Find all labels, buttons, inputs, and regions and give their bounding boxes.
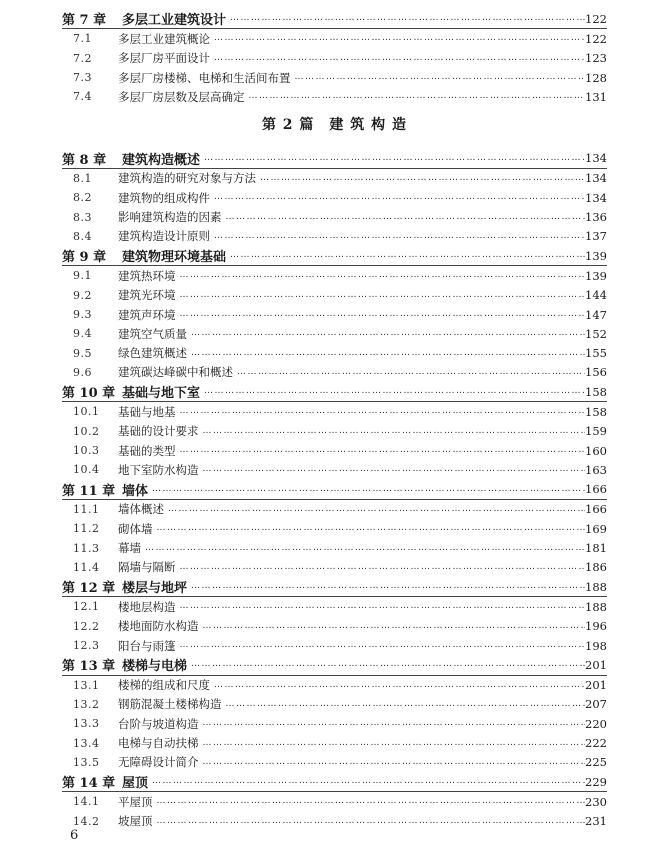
- dot-leader: [199, 739, 586, 748]
- toc-section-entry[interactable]: [62, 305, 607, 324]
- dot-leader: [210, 681, 585, 690]
- section-title: 多层厂房楼梯、电梯和生活间布置: [118, 70, 291, 85]
- chapter-number: 第 9 章: [62, 250, 107, 266]
- chapter-number: 第 7 章: [62, 13, 107, 29]
- section-number: 7.2: [73, 51, 92, 65]
- dot-leader: [245, 92, 586, 101]
- toc-section-entry[interactable]: [62, 29, 607, 48]
- section-title: 平屋顶: [118, 794, 153, 809]
- dot-leader: [176, 271, 586, 280]
- toc-section-entry[interactable]: [62, 695, 607, 714]
- dot-leader: [153, 797, 586, 806]
- dot-leader: [199, 758, 586, 767]
- section-number: 13.5: [73, 755, 100, 769]
- page-reference: 136: [585, 210, 607, 225]
- section-number: 13.4: [73, 736, 100, 750]
- toc-section-entry[interactable]: [62, 207, 607, 226]
- page-reference: 188: [585, 579, 607, 594]
- chapter-number: 第 10 章: [62, 386, 116, 402]
- toc-section-entry[interactable]: [62, 676, 607, 695]
- section-title: 坡屋顶: [118, 814, 153, 829]
- chapter-number: 第 11 章: [62, 483, 116, 499]
- page-reference: 163: [585, 462, 607, 477]
- page-reference: 220: [585, 716, 607, 731]
- dot-leader: [187, 582, 585, 591]
- chapter-number: 第 12 章: [62, 581, 116, 597]
- toc-section-entry[interactable]: [62, 617, 607, 636]
- section-title: 建筑光环境: [118, 288, 176, 303]
- page-reference: 222: [585, 736, 607, 751]
- section-title: 绿色建筑概述: [118, 346, 187, 361]
- toc-section-entry[interactable]: [62, 460, 607, 479]
- section-title: 建筑碳达峰碳中和概述: [118, 365, 233, 380]
- chapter-title: 多层工业建筑设计: [122, 13, 227, 29]
- page-reference: 122: [585, 31, 607, 46]
- toc-chapter-entry[interactable]: [62, 382, 607, 402]
- section-number: 8.1: [73, 171, 92, 185]
- section-number: 13.2: [73, 697, 100, 711]
- page-reference: 123: [585, 51, 607, 66]
- toc-section-entry[interactable]: [62, 227, 607, 246]
- section-number: 11.3: [73, 541, 100, 555]
- page-reference: 229: [585, 774, 607, 789]
- section-number: 8.2: [73, 191, 92, 205]
- chapter-number: 第 13 章: [62, 659, 116, 675]
- dot-leader: [153, 524, 586, 533]
- section-number: 9.1: [73, 269, 92, 283]
- section-title: 建筑空气质量: [118, 326, 187, 341]
- dot-leader: [210, 54, 585, 63]
- dot-leader: [176, 602, 586, 611]
- section-title: 电梯与自动扶梯: [118, 736, 199, 751]
- chapter-number: 第 8 章: [62, 152, 107, 168]
- section-title: 台阶与坡道构造: [118, 716, 199, 731]
- section-title: 地下室防水构造: [118, 462, 199, 477]
- page-reference: 231: [585, 814, 607, 829]
- dot-leader: [291, 73, 586, 82]
- section-title: 建筑构造的研究对象与方法: [118, 171, 256, 186]
- dot-leader: [176, 446, 586, 455]
- dot-leader: [153, 817, 586, 826]
- section-title: 楼梯的组成和尺度: [118, 678, 210, 693]
- section-number: 11.1: [73, 502, 100, 516]
- toc-chapter-entry[interactable]: [62, 246, 607, 266]
- section-title: 阳台与雨篷: [118, 638, 176, 653]
- section-number: 10.1: [73, 405, 100, 419]
- dot-leader: [222, 213, 586, 222]
- section-title: 建筑物的组成构件: [118, 190, 210, 205]
- section-title: 多层厂房层数及层高确定: [118, 89, 245, 104]
- dot-leader: [200, 154, 585, 163]
- section-number: 9.2: [73, 288, 92, 302]
- page-reference: 201: [585, 657, 607, 672]
- toc-section-entry[interactable]: [62, 500, 607, 519]
- toc-section-entry[interactable]: [62, 558, 607, 577]
- section-title: 多层厂房平面设计: [118, 51, 210, 66]
- dot-leader: [200, 387, 585, 396]
- page-reference: 128: [585, 70, 607, 85]
- dot-leader: [210, 232, 585, 241]
- section-number: 10.2: [73, 424, 100, 438]
- section-number: 7.3: [73, 71, 92, 85]
- page-reference: 225: [585, 755, 607, 770]
- section-title: 隔墙与隔断: [118, 560, 176, 575]
- dot-leader: [210, 34, 585, 43]
- page-reference: 122: [585, 11, 607, 26]
- toc-chapter-entry[interactable]: [62, 480, 607, 500]
- section-title: 幕墙: [118, 541, 141, 556]
- section-title: 基础的设计要求: [118, 424, 199, 439]
- section-number: 14.2: [73, 814, 100, 828]
- dot-leader: [187, 329, 585, 338]
- chapter-title: 建筑物理环境基础: [122, 250, 227, 266]
- section-number: 11.4: [73, 560, 100, 574]
- dot-leader: [176, 407, 586, 416]
- table-of-contents: [62, 9, 607, 831]
- toc-chapter-entry[interactable]: [62, 772, 607, 792]
- toc-section-entry[interactable]: [62, 87, 607, 106]
- page-reference: 152: [585, 326, 607, 341]
- dot-leader: [233, 368, 585, 377]
- chapter-title: 基础与地下室: [122, 386, 201, 402]
- section-title: 基础的类型: [118, 443, 176, 458]
- section-title: 建筑构造设计原则: [118, 229, 210, 244]
- toc-section-entry[interactable]: [62, 363, 607, 382]
- section-title: 楼地面防水构造: [118, 619, 199, 634]
- page-reference: 144: [585, 288, 607, 303]
- page-reference: 139: [585, 248, 607, 263]
- toc-section-entry[interactable]: [62, 519, 607, 538]
- dot-leader: [199, 622, 586, 631]
- section-title: 基础与地基: [118, 404, 176, 419]
- section-title: 多层工业建筑概论: [118, 31, 210, 46]
- page-reference: 155: [585, 346, 607, 361]
- section-number: 12.2: [73, 619, 100, 633]
- dot-leader: [176, 310, 586, 319]
- page-reference: 158: [585, 384, 607, 399]
- toc-section-entry[interactable]: [62, 324, 607, 343]
- page-number: 6: [70, 828, 79, 843]
- toc-chapter-entry[interactable]: [62, 148, 607, 168]
- section-number: 7.4: [73, 90, 92, 104]
- toc-section-entry[interactable]: [62, 812, 607, 831]
- page-reference: 188: [585, 599, 607, 614]
- section-title: 砌体墙: [118, 521, 153, 536]
- section-number: 10.3: [73, 444, 100, 458]
- page-reference: 166: [585, 482, 607, 497]
- section-number: 8.3: [73, 210, 92, 224]
- section-number: 13.3: [73, 717, 100, 731]
- section-title: 建筑声环境: [118, 307, 176, 322]
- toc-section-entry[interactable]: [62, 636, 607, 655]
- dot-leader: [226, 14, 585, 23]
- section-number: 12.3: [73, 639, 100, 653]
- section-title: 墙体概述: [118, 502, 164, 517]
- chapter-number: 第 14 章: [62, 776, 116, 792]
- page-reference: 230: [585, 794, 607, 809]
- section-title: 影响建筑构造的因素: [118, 210, 222, 225]
- dot-leader: [148, 777, 585, 786]
- toc-section-entry[interactable]: [62, 733, 607, 752]
- section-title: 建筑热环境: [118, 268, 176, 283]
- chapter-title: 墙体: [122, 483, 149, 499]
- section-number: 7.1: [73, 32, 92, 46]
- dot-leader: [226, 251, 585, 260]
- dot-leader: [256, 174, 585, 183]
- page-reference: 139: [585, 268, 607, 283]
- toc-section-entry[interactable]: [62, 266, 607, 285]
- page-reference: 159: [585, 424, 607, 439]
- toc-section-entry[interactable]: [62, 188, 607, 207]
- toc-section-entry[interactable]: [62, 441, 607, 460]
- dot-leader: [176, 291, 586, 300]
- page-reference: 166: [585, 502, 607, 517]
- page-reference: 160: [585, 443, 607, 458]
- page-reference: 186: [585, 560, 607, 575]
- toc-section-entry[interactable]: [62, 343, 607, 362]
- toc-section-entry[interactable]: [62, 402, 607, 421]
- page-reference: 134: [585, 171, 607, 186]
- toc-section-entry[interactable]: [62, 286, 607, 305]
- toc-chapter-entry[interactable]: [62, 9, 607, 29]
- page-reference: 207: [585, 697, 607, 712]
- section-number: 9.5: [73, 346, 92, 360]
- dot-leader: [176, 563, 586, 572]
- dot-leader: [210, 193, 585, 202]
- chapter-title: 楼梯与电梯: [122, 659, 188, 675]
- page-reference: 134: [585, 190, 607, 205]
- toc-section-entry[interactable]: [62, 792, 607, 811]
- page-reference: 201: [585, 678, 607, 693]
- section-number: 13.1: [73, 678, 100, 692]
- chapter-title: 建筑构造概述: [122, 152, 201, 168]
- section-number: 10.4: [73, 463, 100, 477]
- section-number: 9.3: [73, 308, 92, 321]
- page-reference: 137: [585, 229, 607, 244]
- section-title: 钢筋混凝土楼梯构造: [118, 697, 222, 712]
- toc-section-entry[interactable]: [62, 68, 607, 87]
- section-number: 9.4: [73, 327, 92, 341]
- dot-leader: [199, 427, 586, 436]
- section-number: 9.6: [73, 365, 92, 379]
- page-reference: 169: [585, 521, 607, 536]
- section-number: 11.2: [73, 522, 100, 536]
- page-reference: 131: [585, 89, 607, 104]
- toc-section-entry[interactable]: [62, 538, 607, 557]
- page-reference: 181: [585, 541, 607, 556]
- section-number: 8.4: [73, 229, 92, 243]
- page-reference: 196: [585, 619, 607, 634]
- page-reference: 147: [585, 307, 607, 322]
- section-number: 14.1: [73, 795, 100, 809]
- toc-section-entry[interactable]: [62, 714, 607, 733]
- toc-section-entry[interactable]: [62, 753, 607, 772]
- page-reference: 134: [585, 151, 607, 166]
- dot-leader: [199, 465, 586, 474]
- toc-section-entry[interactable]: [62, 597, 607, 616]
- toc-chapter-entry[interactable]: [62, 655, 607, 675]
- dot-leader: [199, 719, 586, 728]
- section-number: 12.1: [73, 600, 100, 614]
- dot-leader: [141, 544, 585, 553]
- page-reference: 158: [585, 404, 607, 419]
- toc-chapter-entry[interactable]: [62, 577, 607, 597]
- dot-leader: [222, 700, 586, 709]
- part-heading: 第 2 篇 建 筑 构 造: [261, 117, 408, 134]
- toc-section-entry[interactable]: [62, 422, 607, 441]
- dot-leader: [176, 641, 586, 650]
- dot-leader: [148, 485, 585, 494]
- toc-section-entry[interactable]: [62, 169, 607, 188]
- chapter-title: 屋顶: [122, 776, 149, 792]
- toc-section-entry[interactable]: [62, 49, 607, 68]
- section-title: 楼地层构造: [118, 599, 176, 614]
- section-title: 无障碍设计简介: [118, 755, 199, 770]
- dot-leader: [187, 349, 585, 358]
- page-reference: 198: [585, 638, 607, 653]
- dot-leader: [187, 660, 585, 669]
- chapter-title: 楼层与地坪: [122, 581, 188, 597]
- dot-leader: [164, 505, 585, 514]
- page-reference: 156: [585, 365, 607, 380]
